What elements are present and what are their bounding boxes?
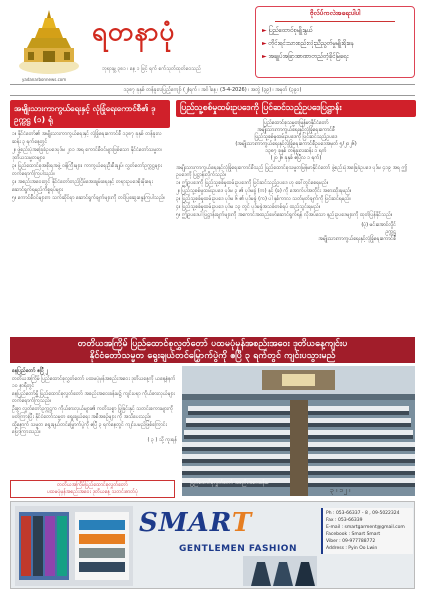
photo-caption: ပြည်ထောင်စုလွှတ်တော် အစည်းအဝေးခန်းမ xyxy=(190,480,269,486)
paragraph: တတိယအကြိမ် ပြည်ထောင်စုလွှတ်တော် ပထမပုံမှန်အစည်းအဝေး ဒုတိယနေ့ကို ယနေ့နံနက် ၁၀ နာရီတွင် xyxy=(12,376,176,389)
paragraph: ၄။ အစည်းအဝေးတွင် နိုင်ငံတော်တည်ငြိမ်အေးချမ်းရေးနှင့် တရားဥပဒေစိုးမိုးရေး ဆောင်ရွက်ရမည့်ကိစ္စရပ်များ xyxy=(12,179,153,193)
paragraph: ၃။ ပြည်ထောင်စုအစိုးရအဖွဲ့ ဝန်ကြီးများ၊ ကာကွယ်ရေးဦးစီးချုပ်၊ လွှတ်တော်ဥက္ကဋ္ဌများ တက်ရောက်ကြပါသည်။ xyxy=(12,163,162,177)
left-story-body xyxy=(10,128,170,207)
main-headline-banner[interactable] xyxy=(10,337,415,363)
paragraph: ၄။ ပြည်သူ့စစ်မှုထမ်းဥပဒေ ပုဒ်မ ၁၃ တွင် ပုဒ်မခွဲအသစ်တစ်ရပ် ထည့်သွင်းရမည်။ xyxy=(176,204,321,210)
right-story xyxy=(176,100,416,330)
right-story-body xyxy=(176,165,416,219)
advertisement[interactable] xyxy=(10,501,415,589)
masthead xyxy=(10,6,415,88)
paragraph: ၃။ ပြည်သူ့စစ်မှုထမ်းဥပဒေ ပုဒ်မ ၆ ၏ ပုဒ်မခွဲ (က) ပါ နှစ်ကာလ သတ်မှတ်ချက်ကို ပြင်ဆင်ရမည်။ xyxy=(176,196,351,202)
continued-note: ( ၃ ) သို့ ကူးရန် xyxy=(147,437,177,443)
story-dateline: နေပြည်တော် ဧပြီ ၂ xyxy=(12,368,48,374)
main-headline-line1: တတိယအကြိမ် ပြည်ထောင်စုလွှတ်တော် ပထမပုံမှန်အစည်းအဝေး ဒုတိယနေ့ကျင်းပ xyxy=(77,339,348,349)
left-story xyxy=(10,100,170,305)
pagoda-logo-icon xyxy=(18,8,80,78)
related-reference-box[interactable]: တတိယအကြိမ်ပြည်ထောင်စုလွှတ်တော် ပထမပုံမှန်အစည်းအဝေး ဒုတိယနေ့ သတင်းဓာတ်ပုံ xyxy=(10,480,175,498)
highlights-box xyxy=(255,6,415,78)
highlight-item: ► ပြည်ထောင်စုမျိုးနွယ် xyxy=(262,27,313,34)
right-story-headline[interactable]: ပြည်သူ့စစ်မှုထမ်းဥပဒေကို ပြင်ဆင်သည့်ဥပဒေပြဋ္ဌာန်း xyxy=(176,100,416,117)
ad-tagline: GENTLEMEN FASHION xyxy=(179,544,297,554)
paragraph: ဦးစွာ လွှတ်တော်ဥက္ကဋ္ဌက ကိုယ်စားလှယ်များ၏ ကတိသစ္စာ ပြုခြင်းနှင့် သတင်းစကားများကို xyxy=(12,406,174,412)
signer-title: ဥက္ကဋ္ဌ xyxy=(385,229,396,235)
newspaper-title: ရတနာပုံ xyxy=(92,17,176,47)
newspaper-subline: ဘုရားမ္ဘ ၃၈၁ ၊ နေ့ ၁ ဖြင့် ရက် စက်သုတ်ထုတ်ဝေသည် xyxy=(102,66,201,72)
paragraph: ဖတ်ကြားပြီး နိုင်ငံတော်သမ္မတ ရွေးချယ်ရေး အစီအစဉ်များ ကို အသိပေးသည်။ xyxy=(12,414,152,420)
parliament-photo xyxy=(182,366,415,496)
page-reference: ၃ ၊ ၁၂ ၊ xyxy=(330,486,351,494)
signer-name: (ပုံ) မင်းအောင်လှိုင် xyxy=(361,222,396,228)
paragraph: ၅။ ကောင်စီဝင်များက သက်ဆိုင်ရာ ဆောင်ရွက်ချက်များကို တင်ပြဆွေးနွေးကြပါသည်။ xyxy=(12,195,166,201)
paragraph: ထို့နောက် သမ္မတ ရွေးချယ်တင်မြှောက်ပွဲကို ဧပြီ ၃ ရက်နေ့တွင် ကျင်းပမည်ဖြစ်ကြောင်း ပြောကြားသည်။ xyxy=(12,422,167,435)
paragraph: ၂။ ဖွဲ့စည်းပုံအခြေခံဥပဒေပုဒ်မ ၂၀၁ အရ ကောင်စီဝင်များဖြစ်သော နိုင်ငံတော်သမ္မတ၊ ဒုတိယသမ္မတများ၊ xyxy=(12,147,162,161)
paragraph: ၁။ နိုင်ငံတော်၏ အမျိုးသားကာကွယ်ရေးနှင့် လုံခြုံရေးကောင်စီ ၁၃၈၇ ခုနှစ် တန်ခူးလဆန်း ၃ ရက်နေ့တွင် xyxy=(12,131,162,145)
main-story-body xyxy=(12,368,177,473)
ad-contact-info: Ph : 053-66337 - 8 , 09-5022324 Fax : 053-66339 E-mail : smartgarment@gmail.com Facebook : Smart Smart Viber : 09-977788772 Address : Pyin Oo Lwin xyxy=(321,508,413,554)
left-story-headline[interactable]: အမျိုးသားကာကွယ်ရေးနှင့် လုံခြုံရေးကောင်စီ၏ ဒုဥက္ကဋ္ဌ (၁) ရုံ xyxy=(10,100,170,128)
highlight-item: ► အချုပ်အခြာအာဏာတည်တံ့ခိုင်မြဲရေး xyxy=(262,53,349,60)
signature-block xyxy=(176,222,416,243)
ad-brand-logo: SMART xyxy=(139,508,253,538)
paragraph: ၂။ ပြည်သူ့စစ်မှုထမ်းဥပဒေ ပုဒ်မ ၃ ၏ ပုဒ်မခွဲ (က) နှင့် (ခ) ကို အောက်ပါအတိုင်း အစားထိုးရမည်။ xyxy=(176,188,352,194)
paragraph: အမျိုးသားကာကွယ်ရေးနှင့်လုံခြုံရေးကောင်စီသည် ပြည်ထောင်စုသမ္မတမြန်မာနိုင်ငံတော် ဖွဲ့စည်းပုံအခြေခံဥပဒေ ပုဒ်မ ၄၁၉ အရ ဤဥပဒေကို ပြဋ္ဌာန်းလိုက်သည်။ xyxy=(176,165,408,178)
signer-body: အမျိုးသားကာကွယ်ရေးနှင့်လုံခြုံရေးကောင်စီ xyxy=(318,236,396,242)
clothing-store-photo-icon xyxy=(15,506,133,586)
main-headline-line2: နိုင်ငံတော်သမ္မတ ရွေးချယ်တင်မြှောက်ပွဲကို ဧပြီ ၃ ရက်တွင် ကျင်းပသွားမည် xyxy=(89,351,336,361)
site-url: yadanarbonnews.com xyxy=(22,77,67,82)
highlight-item: ► တိုင်းရင်းသားစည်းလုံးညီညွတ်မှုမျိုးရိုးနေ xyxy=(262,40,355,47)
paragraph: ၅။ ဤဥပဒေပါ ပြဋ္ဌာန်းချက်များကို အကောင်အထည်ဖော်ဆောင်ရွက်ရန် လိုအပ်သော နည်းဥပဒေများကို ထုတ်ပြန်နိုင်သည်။ xyxy=(176,212,393,218)
issue-dateline: ၁၃၈၇ ခုနှစ် တန်ခူးလပြည့်ကျော် (၂)ရက် ၊ အင်္ဂါနေ့ ၊ (3-4-2026) ၊ အတွဲ (၃၉) ၊ အမှတ် (၃၉၁) xyxy=(10,84,415,96)
law-notice-header: ပြည်ထောင်စုသမ္မတမြန်မာနိုင်ငံတော် အမျိုးသားကာကွယ်ရေးနှင့်လုံခြုံရေးကောင်စီ ပြည်သူ့စစ်မှုထမ်းဥပဒေကို ပြင်ဆင်သည့်ဥပဒေ (အမျိုးသားကာကွယ်ရေးနှင့်လုံခြုံရေးကောင်စီဥပဒေအမှတ် ၅/၂၀၂၆) ၁၃၈၇ ခုနှစ် တန်ခူးလဆန်း ၁ ရက် (၂၀၂၆ ခုနှစ် ဧပြီလ ၁ ရက်) xyxy=(235,120,357,161)
paragraph: ၁။ ဤဥပဒေကို ပြည်သူ့စစ်မှုထမ်းဥပဒေကို ပြင်ဆင်သည့်ဥပဒေ ဟု ခေါ်တွင်စေရမည်။ xyxy=(176,180,329,186)
highlights-title: ဗိုလ်ပ်ကလဲအရေးပါပါ xyxy=(275,9,395,22)
suit-display-icon xyxy=(243,556,317,586)
paragraph: နေပြည်တော်ရှိ ပြည်ထောင်စုလွှတ်တော် အစည်းအဝေးခန်းမ၌ ကျင်းပရာ ကိုယ်စားလှယ်များ တက်ရောက်ကြသည်။ xyxy=(12,391,175,404)
